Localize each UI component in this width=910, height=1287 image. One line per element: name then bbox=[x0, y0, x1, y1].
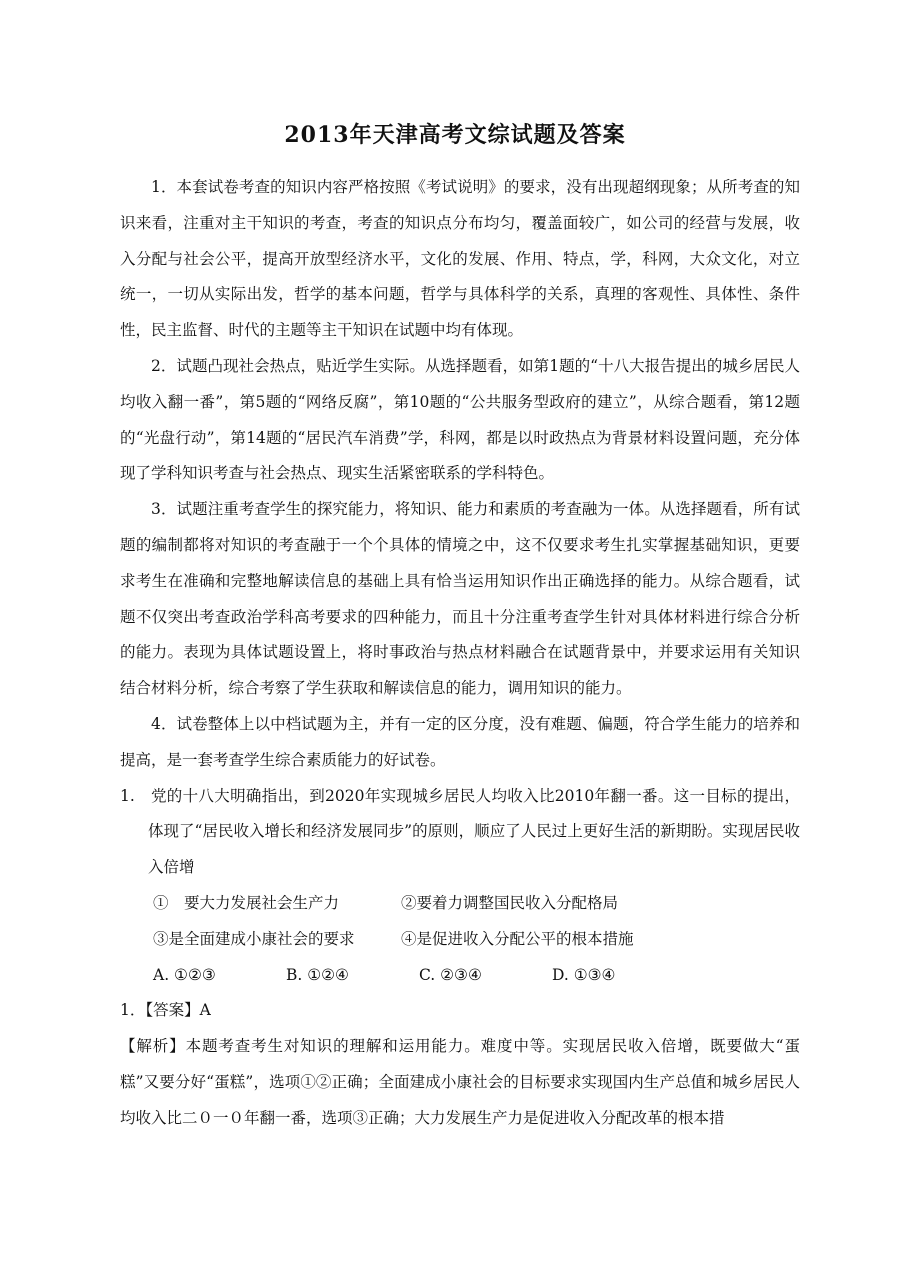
question-1-options-row-2 bbox=[120, 922, 800, 958]
intro-paragraph-4: 4．试卷整体上以中档试题为主，并有一定的区分度，没有难题、偏题，符合学生能力的培养和提高，是一套考查学生综合素质能力的好试卷。 bbox=[120, 714, 800, 769]
document-body bbox=[120, 170, 800, 1137]
choice-b: B. ①②④ bbox=[286, 965, 349, 984]
choice-d: D. ①③④ bbox=[552, 965, 616, 984]
page-title: 2013年天津高考文综试题及答案 bbox=[284, 122, 626, 148]
question-1-stem: 1. 党的十八大明确指出，到2020年实现城乡居民人均收入比2010年翻一番。这一目标的提出，体现了“居民收入增长和经济发展同步”的原则，顺应了人民过上更好生活的新期盼。实现居民收入倍增 bbox=[120, 786, 800, 877]
intro-paragraph-2: 2．试题凸现社会热点，贴近学生实际。从选择题看，如第1题的“十八大报告提出的城乡居民人均收入翻一番”，第5题的“网络反腐”，第10题的“公共服务型政府的建立”，从综合题看，第12题的“光盘行动”，第14题的“居民汽车消费”学，科网，都是以时政热点为背景材料设置问题，充分体现了学科知识考查与社会热点、现实生活紧密联系的学科特色。 bbox=[120, 356, 800, 483]
choice-c: C. ②③④ bbox=[419, 965, 482, 984]
option-1: ① 要大力发展社会生产力 bbox=[153, 893, 340, 912]
question-1-answer: 1．【答案】A bbox=[120, 1001, 211, 1020]
option-4: ④是促进收入分配公平的根本措施 bbox=[401, 929, 634, 948]
question-1-options-row-1 bbox=[120, 886, 800, 922]
question-1-analysis: 【解析】本题考查考生对知识的理解和运用能力。难度中等。实现居民收入倍增，既要做大“蛋糕”又要分好“蛋糕”，选项①②正确；全面建成小康社会的目标要求实现国内生产总值和城乡居民人均收入比二０一０年翻一番，选项③正确；大力发展生产力是促进收入分配改革的根本措 bbox=[120, 1037, 800, 1127]
option-3: ③是全面建成小康社会的要求 bbox=[153, 929, 355, 948]
question-1-choices bbox=[120, 958, 800, 994]
choice-a: A. ①②③ bbox=[153, 965, 216, 984]
option-2: ②要着力调整国民收入分配格局 bbox=[401, 893, 619, 912]
intro-paragraph-1: 1．本套试卷考查的知识内容严格按照《考试说明》的要求，没有出现超纲现象；从所考查的知识来看，注重对主干知识的考查，考查的知识点分布均匀，覆盖面较广，如公司的经营与发展，收入分配与社会公平，提高开放型经济水平，文化的发展、作用、特点，学，科网，大众文化，对立统一，一切从实际出发，哲学的基本问题，哲学与具体科学的关系，真理的客观性、具体性、条件性，民主监督、时代的主题等主干知识在试题中均有体现。 bbox=[120, 178, 800, 340]
intro-paragraph-3: 3．试题注重考查学生的探究能力，将知识、能力和素质的考查融为一体。从选择题看，所有试题的编制都将对知识的考查融于一个个具体的情境之中，这不仅要求考生扎实掌握基础知识，更要求考生在准确和完整地解读信息的基础上具有恰当运用知识作出正确选择的能力。从综合题看，试题不仅突出考查政治学科高考要求的四种能力，而且十分注重考查学生针对具体材料进行综合分析的能力。表现为具体试题设置上，将时事政治与热点材料融合在试题背景中，并要求运用有关知识结合材料分析，综合考察了学生获取和解读信息的能力，调用知识的能力。 bbox=[120, 500, 800, 698]
